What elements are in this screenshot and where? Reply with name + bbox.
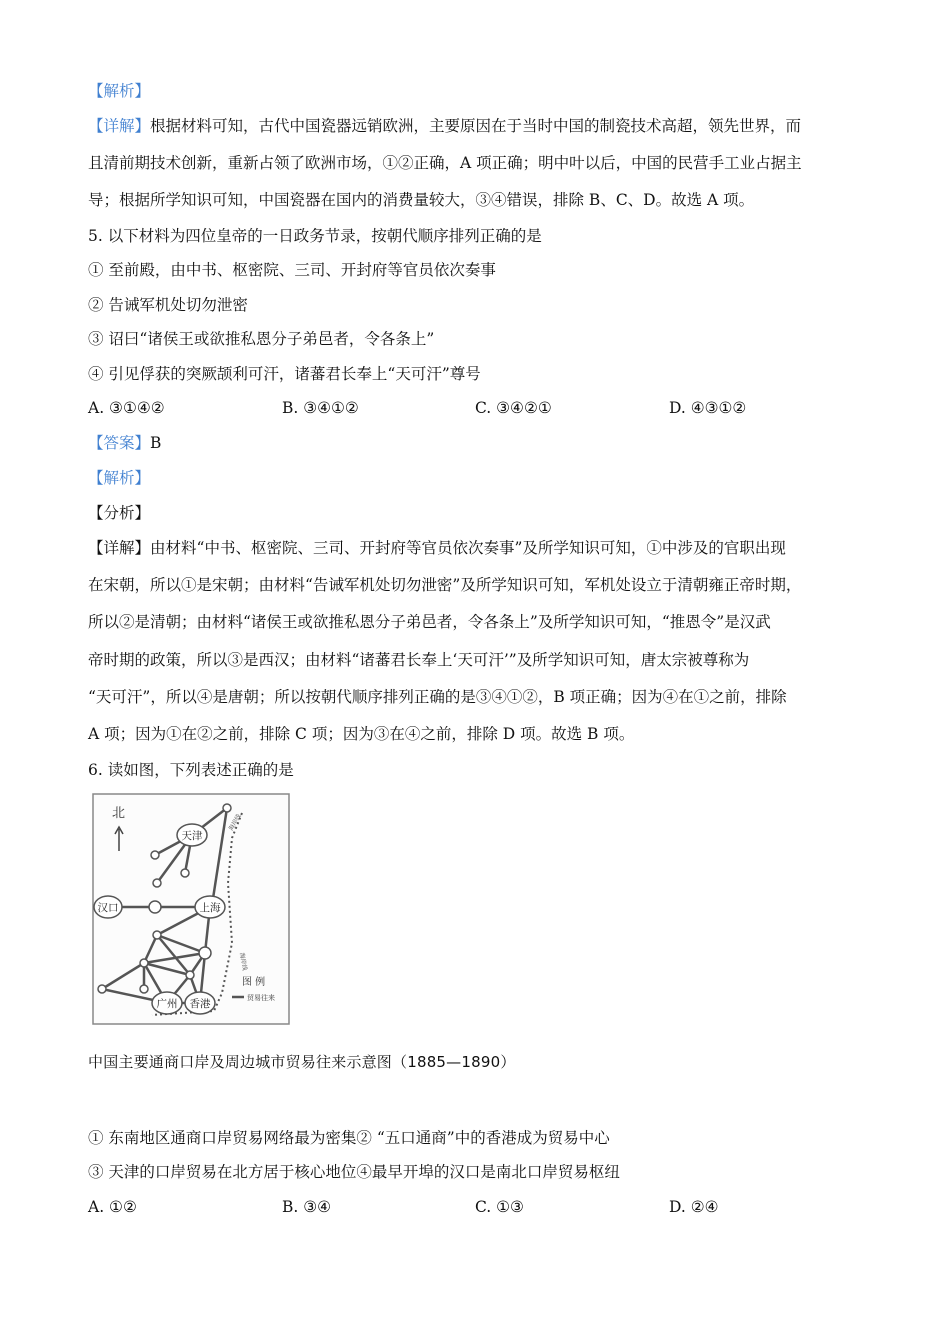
q5-detail-label: 【详解】 bbox=[88, 539, 151, 557]
q5-item-4: ④ 引见俘获的突厥颉利可汗，诸蕃君长奉上“天可汗”尊号 bbox=[88, 365, 481, 383]
q5-detail-line-6: A 项；因为①在②之前，排除 C 项；因为③在④之前，排除 D 项。故选 B 项。 bbox=[88, 725, 635, 743]
q6-option-d: D. ②④ bbox=[669, 1198, 719, 1216]
q5-detail-line-3: 所以②是清朝；由材料“诸侯王或欲推私恩分子弟邑者，令各条上”及所学知识可知，“推恩令”是汉武 bbox=[88, 613, 771, 631]
city-label-hongkong: 香港 bbox=[189, 998, 211, 1010]
q5-stem: 5. 以下材料为四位皇帝的一日政务节录，按朝代顺序排列正确的是 bbox=[88, 227, 542, 245]
map-caption: 中国主要通商口岸及周边城市贸易往来示意图（1885—1890） bbox=[88, 1053, 516, 1071]
q5-item-2: ② 告诫军机处切勿泄密 bbox=[88, 296, 248, 314]
q4-detail-line-1: 【详解】根据材料可知，古代中国瓷器远销欧洲，主要原因在于当时中国的制瓷技术高超，领先世界，而 bbox=[88, 117, 802, 135]
q5-detail-line-5: “天可汗”，所以④是唐朝；所以按朝代顺序排列正确的是③④①②，B 项正确；因为④在①之前，排除 bbox=[88, 688, 787, 706]
city-label-guangzhou: 广州 bbox=[156, 998, 178, 1010]
q5-answer bbox=[88, 432, 161, 454]
q5-detail-line-1: 【详解】由材料“中书、枢密院、三司、开封府等官员依次奏事”及所学知识可知，①中涉及的官职出现 bbox=[88, 539, 786, 557]
q5-jiexi-label: 【解析】 bbox=[88, 469, 151, 487]
north-label: 北 bbox=[112, 806, 126, 821]
q5-detail-line-4: 帝时期的政策，所以③是西汉；由材料“诸蕃君长奉上‘天可汗’”及所学知识可知，唐太宗被尊称为 bbox=[88, 651, 750, 669]
q4-jiexi-label: 【解析】 bbox=[88, 82, 151, 100]
q5-detail-line-2: 在宋朝，所以①是宋朝；由材料“告诫军机处切勿泄密”及所学知识可知，军机处设立于清朝雍正帝时期， bbox=[88, 576, 802, 594]
city-label-tianjin: 天津 bbox=[181, 830, 203, 842]
q6-option-b: B. ③④ bbox=[282, 1198, 332, 1216]
q6-option-a: A. ①② bbox=[88, 1198, 137, 1216]
q4-detail-line-2: 且清前期技术创新，重新占领了欧洲市场，①②正确，A 项正确；明中叶以后，中国的民营手工业占据主 bbox=[88, 154, 802, 172]
q5-answer-value: B bbox=[150, 434, 162, 452]
q6-statement-2: ③ 天津的口岸贸易在北方居于核心地位④最早开埠的汉口是南北口岸贸易枢纽 bbox=[88, 1163, 620, 1181]
coastline-label-top: 海岸线 bbox=[227, 812, 243, 832]
legend-item: 贸易往来 bbox=[247, 994, 275, 1002]
q6-stem: 6. 读如图，下列表述正确的是 bbox=[88, 761, 294, 779]
q5-analysis-label: 【分析】 bbox=[88, 504, 151, 522]
city-label-shanghai: 上海 bbox=[199, 902, 221, 914]
coastline-label-bottom: 海岸线 bbox=[238, 952, 249, 972]
q6-statement-1: ① 东南地区通商口岸贸易网络最为密集② “五口通商”中的香港成为贸易中心 bbox=[88, 1129, 610, 1147]
legend-title: 图 例 bbox=[242, 977, 266, 988]
q5-option-c: C. ③④②① bbox=[475, 399, 552, 417]
q5-answer-label: 【答案】 bbox=[88, 434, 151, 452]
q5-option-d: D. ④③①② bbox=[669, 399, 747, 417]
city-label-hankou: 汉口 bbox=[97, 902, 119, 914]
q5-option-a: A. ③①④② bbox=[88, 399, 165, 417]
q4-detail-label: 【详解】 bbox=[88, 117, 151, 135]
q4-detail-line-3: 导；根据所学知识可知，中国瓷器在国内的消费量较大，③④错误，排除 B、C、D。故选 A 项。 bbox=[88, 191, 755, 209]
q5-option-b: B. ③④①② bbox=[282, 399, 359, 417]
q6-option-c: C. ①③ bbox=[475, 1198, 524, 1216]
q5-item-3: ③ 诏曰“诸侯王或欲推私恩分子弟邑者，令各条上” bbox=[88, 330, 435, 348]
trade-map bbox=[92, 793, 290, 1025]
q5-item-1: ① 至前殿，由中书、枢密院、三司、开封府等官员依次奏事 bbox=[88, 261, 496, 279]
